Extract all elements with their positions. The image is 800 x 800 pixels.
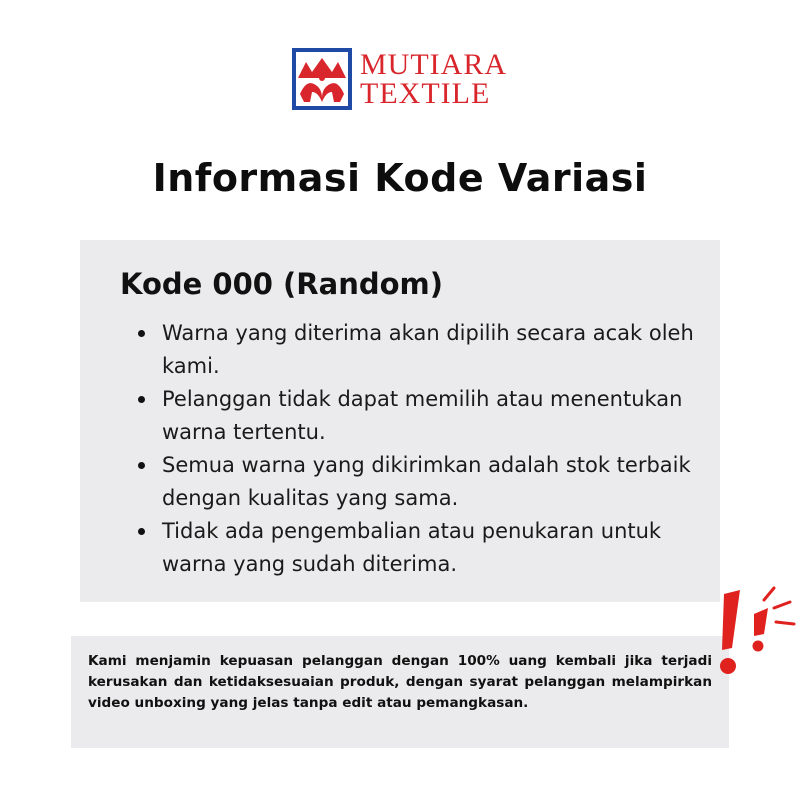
mutiara-crown-logo-icon	[292, 48, 352, 110]
page-title: Informasi Kode Variasi	[152, 156, 648, 200]
bullet-text: Warna yang diterima akan dipilih secara acak oleh kami.	[162, 321, 694, 378]
bullet-list	[138, 317, 708, 581]
guarantee-text: Kami menjamin kepuasan pelanggan dengan 100% uang kembali jika terjadi kerusakan dan ketidaksesuaian produk, dengan syarat pelanggan melampirkan video unboxing yang jelas tanpa edit atau pemangkasan.	[88, 653, 712, 711]
brand-name-line1: MUTIARA	[360, 48, 507, 81]
panel-heading: Kode 000 (Random)	[120, 267, 443, 301]
bullet-item	[138, 383, 708, 449]
guarantee-note	[71, 636, 729, 748]
bullet-dot-icon	[138, 528, 145, 535]
bullet-item	[138, 449, 708, 515]
brand-logo	[292, 48, 507, 110]
bullet-item	[138, 515, 708, 581]
bullet-dot-icon	[138, 462, 145, 469]
bullet-text: Semua warna yang dikirimkan adalah stok terbaik dengan kualitas yang sama.	[162, 453, 691, 510]
bullet-dot-icon	[138, 396, 145, 403]
bullet-text: Tidak ada pengembalian atau penukaran untuk warna yang sudah diterima.	[162, 519, 662, 576]
bullet-text: Pelanggan tidak dapat memilih atau menentukan warna tertentu.	[162, 387, 683, 444]
brand-name-line2: TEXTILE	[360, 77, 491, 110]
exclamation-alert-icon	[708, 586, 800, 682]
bullet-dot-icon	[138, 330, 145, 337]
info-panel	[80, 240, 720, 602]
bullet-item	[138, 317, 708, 383]
